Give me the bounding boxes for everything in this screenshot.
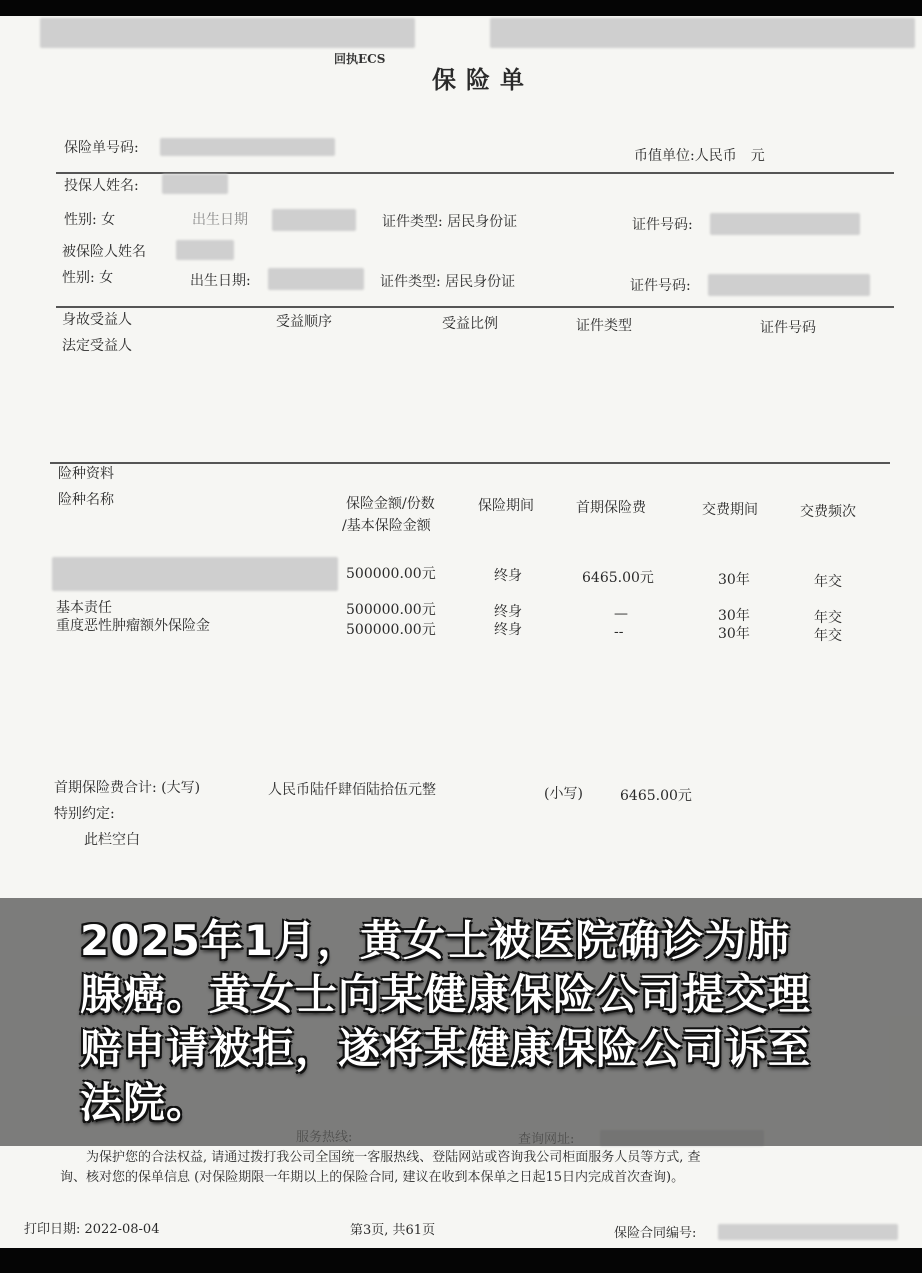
redacted-header-right — [490, 18, 915, 48]
caption-line-4: 法院。 — [80, 1078, 210, 1127]
insured-gender: 性别: 女 — [62, 270, 114, 286]
redacted-main-coverage-name — [52, 557, 338, 591]
redacted-insured-id-number — [708, 274, 870, 296]
applicant-id-number-label: 证件号码: — [632, 217, 693, 233]
divider — [56, 306, 894, 308]
total-premium-lower: 6465.00元 — [620, 788, 692, 804]
sub-coverage-1-period: 终身 — [494, 604, 522, 620]
main-period: 终身 — [494, 568, 522, 584]
sub-coverage-2-pay-period: 30年 — [718, 626, 750, 642]
special-terms-value: 此栏空白 — [84, 832, 140, 848]
coverage-premium-header: 首期保险费 — [576, 500, 646, 516]
beneficiary-legal-label: 法定受益人 — [62, 338, 132, 354]
insured-id-type: 证件类型: 居民身份证 — [380, 274, 516, 290]
sub-coverage-1-name: 基本责任 — [56, 600, 112, 616]
coverage-pay-frequency-header: 交费频次 — [800, 504, 856, 520]
currency-unit: 币值单位:人民币 元 — [634, 148, 765, 164]
caption-overlay — [0, 898, 922, 1146]
policy-number-label: 保险单号码: — [64, 140, 139, 156]
coverage-pay-period-header: 交费期间 — [702, 502, 758, 518]
contract-number-label: 保险合同编号: — [614, 1226, 697, 1241]
sub-coverage-1-premium: — — [614, 606, 628, 622]
insured-id-number-label: 证件号码: — [630, 278, 691, 294]
caption-line-3: 赔申请被拒，遂将某健康保险公司诉至 — [80, 1024, 812, 1073]
receipt-stamp: 回执ECS — [334, 52, 386, 66]
applicant-id-type: 证件类型: 居民身份证 — [382, 214, 518, 230]
coverage-name-header: 险种名称 — [58, 492, 114, 508]
bottom-black-bar — [0, 1248, 922, 1273]
page-info: 第3页, 共61页 — [350, 1223, 436, 1238]
coverage-period-header: 保险期间 — [478, 498, 534, 514]
beneficiary-order-header: 受益顺序 — [276, 314, 332, 330]
insured-name-label: 被保险人姓名 — [62, 244, 146, 260]
beneficiary-id-type-header: 证件类型 — [576, 318, 632, 334]
redacted-applicant-birth — [272, 209, 356, 231]
sub-coverage-1-amount: 500000.00元 — [346, 602, 436, 618]
beneficiary-ratio-header: 受益比例 — [442, 316, 498, 332]
total-premium-label: 首期保险费合计: (大写) — [54, 780, 201, 796]
coverage-section-label: 险种资料 — [58, 466, 114, 482]
notice-line-1: 为保护您的合法权益, 请通过拨打我公司全国统一客服热线、登陆网站或咨询我公司柜面服务人员等方式, 查 — [86, 1150, 701, 1165]
coverage-amount-header-2: /基本保险金额 — [342, 518, 431, 534]
coverage-amount-header: 保险金额/份数 — [346, 496, 435, 512]
caption-line-1: 2025年1月，黄女士被医院确诊为肺 — [80, 916, 791, 965]
sub-coverage-2-pay-frequency: 年交 — [814, 628, 842, 644]
sub-coverage-2-amount: 500000.00元 — [346, 622, 436, 638]
applicant-gender: 性别: 女 — [64, 212, 116, 228]
main-amount: 500000.00元 — [346, 566, 436, 582]
applicant-birth-label: 出生日期 — [192, 212, 248, 228]
main-pay-period: 30年 — [718, 572, 750, 588]
total-premium-lower-label: (小写) — [544, 786, 583, 802]
sub-coverage-2-name: 重度恶性肿瘤额外保险金 — [56, 618, 210, 634]
beneficiary-death-label: 身故受益人 — [62, 312, 132, 328]
print-date: 打印日期: 2022-08-04 — [24, 1222, 160, 1237]
page-title: 保险单 — [432, 65, 534, 94]
total-premium-upper: 人民币陆仟肆佰陆拾伍元整 — [268, 782, 436, 798]
insured-birth-label: 出生日期: — [190, 273, 251, 289]
redacted-header-left — [40, 18, 415, 48]
divider — [50, 462, 890, 464]
main-pay-frequency: 年交 — [814, 574, 842, 590]
redacted-policy-number — [160, 138, 335, 156]
top-black-bar — [0, 0, 922, 16]
sub-coverage-2-period: 终身 — [494, 622, 522, 638]
main-premium: 6465.00元 — [582, 570, 654, 586]
sub-coverage-1-pay-frequency: 年交 — [814, 610, 842, 626]
redacted-applicant-id-number — [710, 213, 860, 235]
redacted-insured-name — [176, 240, 234, 260]
redacted-applicant-name — [162, 174, 228, 194]
caption-line-2: 腺癌。黄女士向某健康保险公司提交理 — [80, 970, 812, 1019]
redacted-insured-birth — [268, 268, 364, 290]
special-terms-label: 特别约定: — [54, 806, 115, 822]
sub-coverage-2-premium: -- — [614, 624, 624, 640]
redacted-contract-number — [718, 1224, 898, 1240]
sub-coverage-1-pay-period: 30年 — [718, 608, 750, 624]
beneficiary-id-number-header: 证件号码 — [760, 320, 816, 336]
notice-line-2: 询、核对您的保单信息 (对保险期限一年期以上的保险合同, 建议在收到本保单之日起15日内完成首次查询)。 — [60, 1170, 685, 1185]
applicant-name-label: 投保人姓名: — [64, 178, 139, 194]
